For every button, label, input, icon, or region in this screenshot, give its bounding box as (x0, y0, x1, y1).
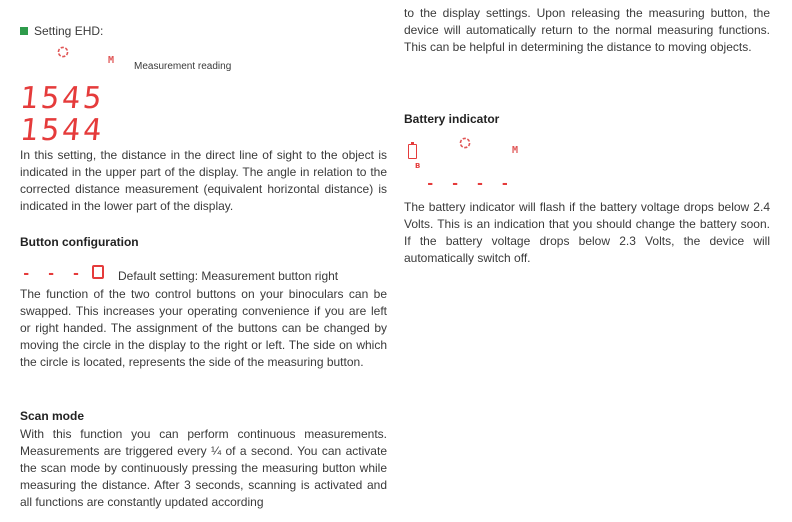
m-symbol: M (108, 55, 115, 66)
button-display-dashes: - - - (22, 266, 85, 282)
left-column (20, 0, 387, 522)
setting-ehd-title: Setting EHD: (34, 24, 104, 38)
battery-icon (408, 144, 417, 159)
display-reading-upper: 1545 (18, 81, 107, 116)
display-circle-icon (92, 265, 104, 279)
b-symbol: B (415, 162, 421, 170)
green-square-bullet-icon (20, 27, 28, 35)
button-configuration-paragraph: The function of the two control buttons on your binoculars can be swapped. This increases your operating convenience if you are left or right handed. The assignment of the buttons can be changed by moving the circle in the display to the right or left. The side on which the circle is located, represents the side of the measuring button. (20, 287, 387, 369)
default-setting-label: Default setting: Measurement button right (118, 269, 339, 283)
battery-paragraph: The battery indicator will flash if the battery voltage drops below 2.4 Volts. This is an indication that you should change the battery soon. If the battery voltage drops below 2.3 Volts, the device will automatically switch off. (404, 200, 770, 265)
button-configuration-heading: Button configuration (20, 235, 139, 249)
setting-ehd-title-line (20, 23, 103, 39)
right-column (404, 0, 770, 522)
setting-ehd-paragraph: In this setting, the distance in the direct line of sight to the object is indicated in the upper part of the display. The angle in relation to the corrected distance measurement (equivalent horizontal distance) is indicated in the lower part of the display. (20, 148, 387, 213)
m-symbol: M (512, 145, 519, 156)
dashed-circle-icon (459, 137, 471, 149)
battery-display-dashes: - - - - (426, 176, 514, 192)
dashed-circle-icon (57, 46, 69, 58)
scan-mode-paragraph: With this function you can perform continuous measurements. Measurements are triggered every ¼ of a second. You can activate the scan mode by continuously pressing the measuring button while measuring the distance. After 3 seconds, scanning is activated and all functions are constantly updated according (20, 427, 387, 509)
continued-paragraph: to the display settings. Upon releasing the measuring button, the device will automatically return to the normal measuring functions. This can be helpful in determining the distance to moving objects. (404, 6, 770, 54)
battery-indicator-heading: Battery indicator (404, 112, 500, 126)
scan-mode-heading: Scan mode (20, 409, 85, 423)
display-reading-lower: 1544 (18, 113, 107, 148)
measurement-reading-label: Measurement reading (134, 61, 232, 72)
